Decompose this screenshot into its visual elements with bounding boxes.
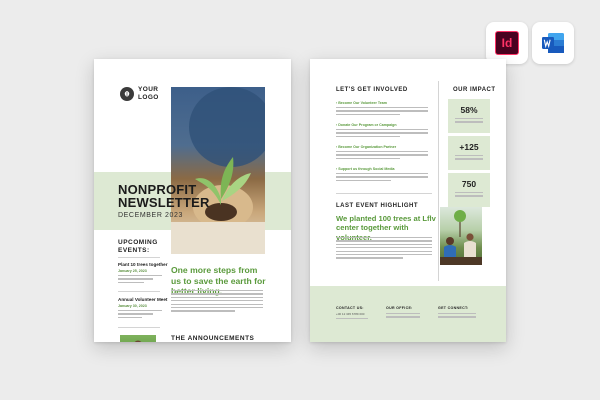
newsletter-date: DECEMBER 2023	[118, 212, 183, 219]
body-text-placeholder	[336, 173, 428, 183]
hero-photo-seedling	[171, 87, 265, 254]
event-description-placeholder	[118, 310, 162, 320]
impact-stat-box	[448, 136, 490, 170]
word-icon	[540, 31, 566, 55]
impact-stat-box	[448, 173, 490, 207]
indesign-app-badge	[486, 22, 528, 64]
contact-placeholder	[336, 318, 368, 321]
get-involved-heading: LET'S GET INVOLVED	[336, 87, 408, 93]
highlight-quote: We planted 100 trees at Lflv center together with	[336, 214, 436, 233]
indesign-icon: Id	[495, 31, 519, 55]
event-description-placeholder	[118, 275, 162, 285]
involved-item: › Become Our Organization Partner	[336, 145, 397, 149]
divider	[118, 327, 160, 328]
event-title: Plant 10 trees together	[118, 262, 168, 267]
body-text-placeholder	[336, 237, 432, 261]
newsletter-page-front	[94, 59, 291, 342]
leaf-icon	[120, 87, 134, 101]
contact-heading: CONTACT US:	[336, 306, 364, 310]
body-text-placeholder	[336, 151, 428, 161]
impact-stat-value: 750	[461, 179, 477, 189]
footer-band	[310, 286, 506, 342]
involved-item: › Support us through Social Media	[336, 167, 395, 171]
office-placeholder	[386, 313, 420, 320]
impact-stat-box	[448, 99, 490, 133]
our-impact-heading: OUR IMPACT	[453, 87, 496, 93]
event-date: January 25, 2023	[118, 269, 147, 273]
office-heading: OUR OFFICE:	[386, 306, 413, 310]
impact-stat-value: 58%	[460, 105, 478, 115]
mission-quote: One more steps from us to save the earth for	[171, 265, 266, 286]
upcoming-events-heading: UPCOMING EVENTS:	[118, 239, 158, 254]
announcements-heading: THE ANNOUNCEMENTS	[171, 335, 255, 342]
contact-phone: +00 12 345 6789 000	[336, 312, 365, 316]
impact-stat-value: +125	[459, 142, 479, 152]
connect-heading: GET CONNECT:	[438, 306, 469, 310]
volunteer-child-photo	[120, 335, 156, 342]
involved-item: › Become Our Volunteer Team	[336, 101, 387, 105]
body-text-placeholder	[336, 129, 428, 139]
event-date: January 30, 2023	[118, 304, 147, 308]
involved-item: › Donate Our Program or Campaign	[336, 123, 397, 127]
divider	[118, 257, 160, 258]
tree-planting-photo	[440, 207, 482, 265]
divider	[118, 291, 160, 292]
connect-placeholder	[438, 313, 476, 320]
logo-text: YOUR LOGO	[138, 86, 159, 101]
event-title: Annual Volunteer Meet	[118, 297, 168, 302]
newsletter-title: NONPROFIT NEWSLETTER	[118, 182, 210, 210]
column-divider	[438, 81, 439, 281]
divider	[336, 193, 432, 194]
word-app-badge	[532, 22, 574, 64]
body-text-placeholder	[336, 107, 428, 117]
newsletter-page-back	[310, 59, 506, 342]
event-highlight-heading: LAST EVENT HIGHLIGHT	[336, 203, 418, 209]
body-text-placeholder	[171, 290, 263, 314]
